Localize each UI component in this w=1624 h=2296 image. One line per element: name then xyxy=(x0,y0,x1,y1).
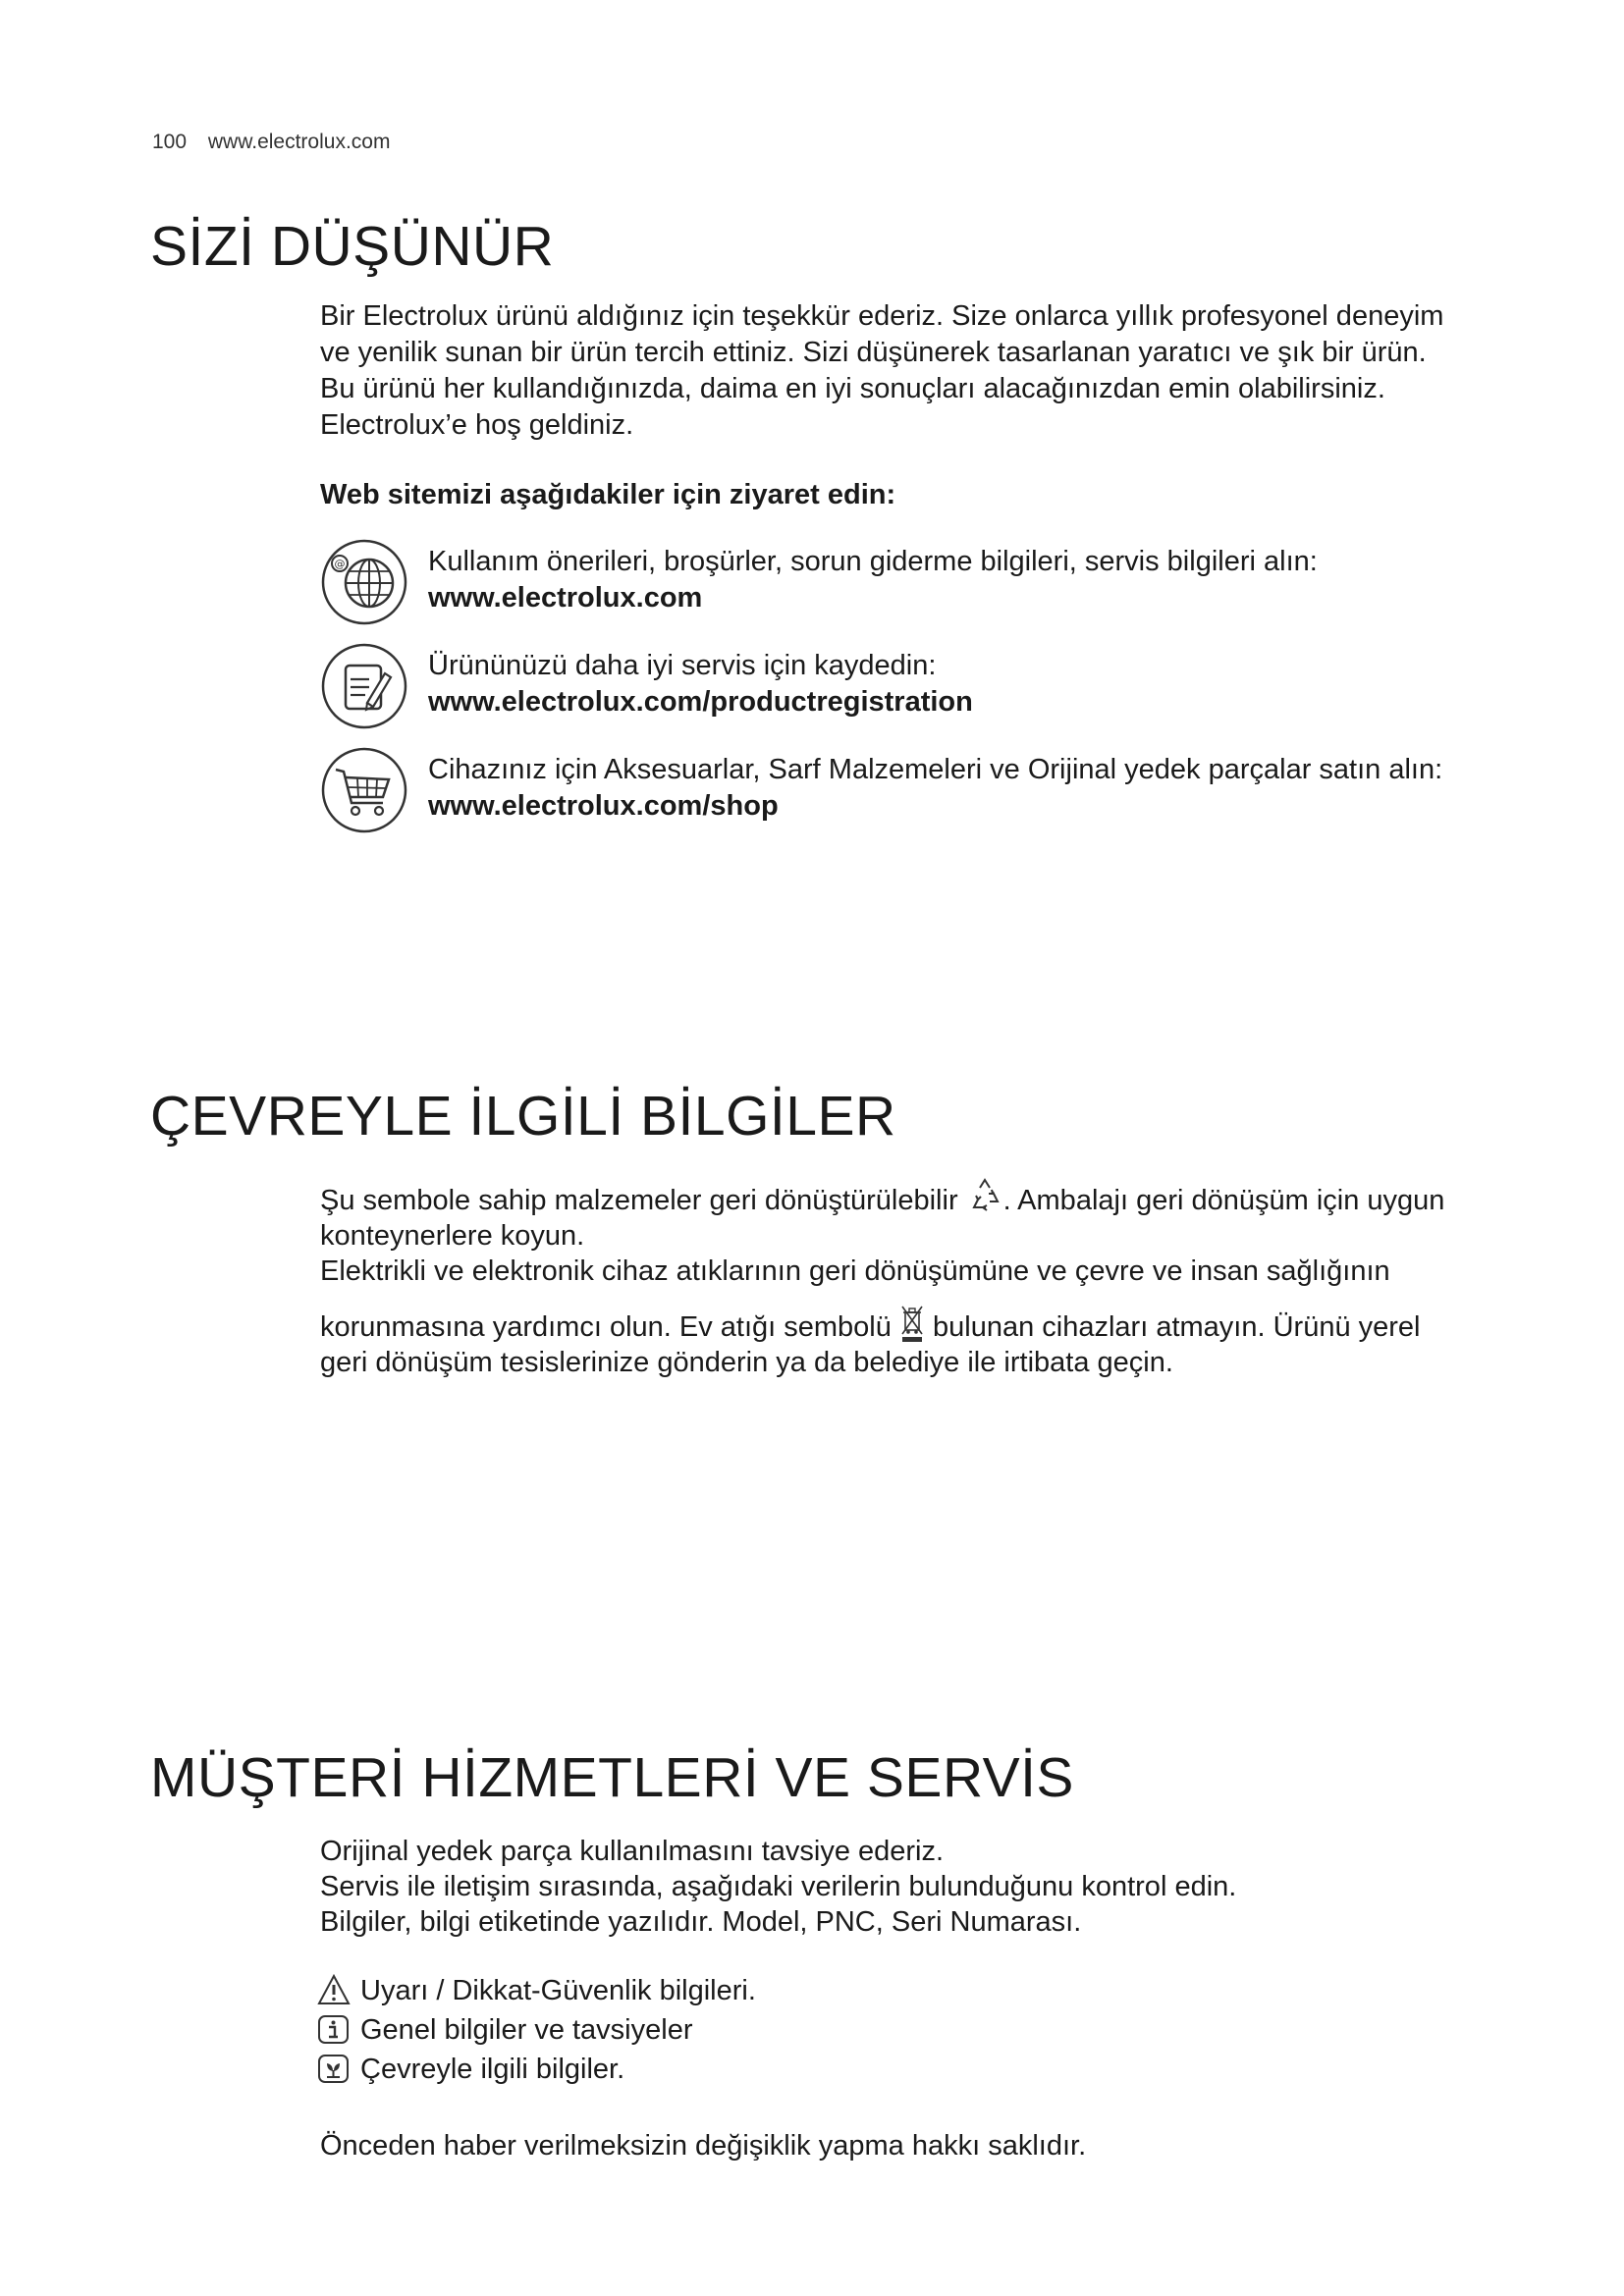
environment-line: konteynerlere koyun. xyxy=(320,1220,585,1252)
intro-line: Bir Electrolux ürünü aldığınız için teşekkür ederiz. Size onlarca yıllık profesyonel deneyim xyxy=(320,300,1444,332)
section-title-sizi-dusunur: SİZİ DÜŞÜNÜR xyxy=(150,215,555,278)
environment-line4-end: bulunan cihazları atmayın. Ürünü yerel xyxy=(933,1311,1421,1343)
legend-info-text: Genel bilgiler ve tavsiyeler xyxy=(360,2014,693,2046)
shop-link[interactable]: www.electrolux.com/shop xyxy=(428,790,779,822)
weee-bin-icon xyxy=(899,1305,925,1344)
legend-environment-text: Çevreyle ilgili bilgiler. xyxy=(360,2054,625,2085)
environment-line xyxy=(320,1305,1444,1345)
legend-row-environment xyxy=(317,2050,756,2089)
website-item-text: Kullanım önerileri, broşürler, sorun giderme bilgileri, servis bilgileri alın: xyxy=(428,546,1318,577)
visit-heading: Web sitemizi aşağıdakiler için ziyaret edin: xyxy=(320,479,896,510)
environment-line1-end: . Ambalajı geri dönüşüm için uygun xyxy=(1002,1185,1445,1216)
service-line: Servis ile iletişim sırasında, aşağıdaki verilerin bulunduğunu kontrol edin. xyxy=(320,1871,1237,1902)
page-header xyxy=(152,131,390,154)
website-link[interactable]: www.electrolux.com xyxy=(428,582,703,614)
intro-line: ve yenilik sunan bir ürün tercih ettiniz. Sizi düşünerek tasarlanan yaratıcı ve şık bir ürün. xyxy=(320,337,1427,368)
section-title-environment: ÇEVREYLE İLGİLİ BİLGİLER xyxy=(150,1085,896,1148)
environment-paragraph xyxy=(320,1176,1444,1380)
legend-row-warning xyxy=(317,1971,756,2010)
environment-line4-start: korunmasına yardımcı olun. Ev atığı sembolü xyxy=(320,1311,892,1343)
intro-line: Bu ürünü her kullandığınızda, daima en iyi sonuçları alacağınızdan emin olabilirsiniz. xyxy=(320,373,1385,404)
svg-text:@: @ xyxy=(334,558,346,570)
service-line: Orijinal yedek parça kullanılmasını tavsiye ederiz. xyxy=(320,1836,945,1867)
intro-paragraph xyxy=(320,298,1443,444)
service-line: Bilgiler, bilgi etiketinde yazılıdır. Model, PNC, Seri Numarası. xyxy=(320,1906,1082,1938)
legend-warning-text: Uyarı / Dikkat-Güvenlik bilgileri. xyxy=(360,1975,756,2006)
globe-icon xyxy=(320,538,408,626)
info-icon xyxy=(317,2013,351,2047)
section-title-customer-service: MÜŞTERİ HİZMETLERİ VE SERVİS xyxy=(150,1746,1074,1809)
service-paragraph xyxy=(320,1834,1236,1940)
environment-line: geri dönüşüm tesislerinize gönderin ya da belediye ile irtibata geçin. xyxy=(320,1347,1173,1378)
recycle-icon xyxy=(966,1176,1003,1213)
registration-item-text: Ürününüzü daha iyi servis için kaydedin: xyxy=(428,650,937,681)
page-number: 100 xyxy=(152,131,188,153)
shopping-cart-icon xyxy=(320,746,408,834)
product-registration-link[interactable]: www.electrolux.com/productregistration xyxy=(428,686,973,718)
intro-line: Electrolux’e hoş geldiniz. xyxy=(320,409,634,441)
change-notice: Önceden haber verilmeksizin değişiklik yapma hakkı saklıdır. xyxy=(320,2130,1087,2162)
legend-row-info xyxy=(317,2010,756,2050)
environment-line: Elektrikli ve elektronik cihaz atıklarının geri dönüşümüne ve çevre ve insan sağlığının xyxy=(320,1255,1390,1287)
environment-line1-start: Şu sembole sahip malzemeler geri dönüştürülebilir xyxy=(320,1185,958,1216)
registration-icon xyxy=(320,642,408,730)
environment-icon xyxy=(317,2053,351,2086)
environment-line xyxy=(320,1176,1444,1218)
symbol-legend xyxy=(317,1971,756,2089)
warning-icon xyxy=(317,1974,351,2007)
shop-item-text: Cihazınız için Aksesuarlar, Sarf Malzemeleri ve Orijinal yedek parçalar satın alın: xyxy=(428,754,1443,785)
header-website[interactable]: www.electrolux.com xyxy=(207,131,391,153)
